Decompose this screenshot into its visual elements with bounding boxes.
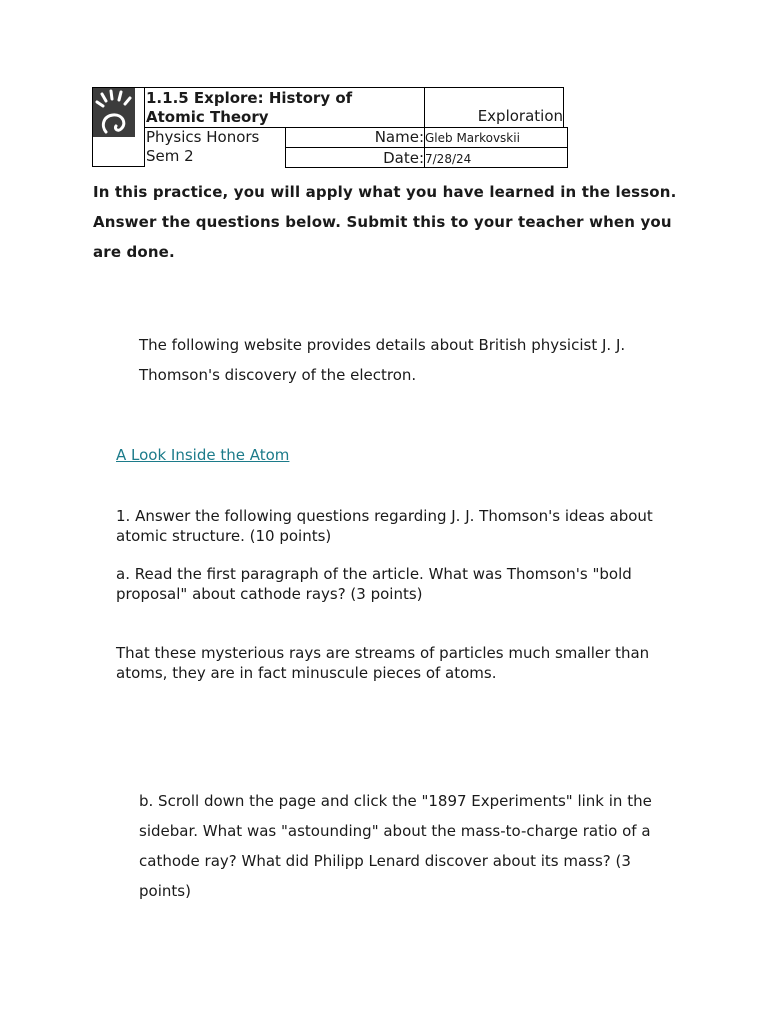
student-name: Gleb Markovskii: [425, 131, 520, 145]
activity-type: Exploration: [477, 107, 563, 125]
website-intro: The following website provides details about British physicist J. J. Thomson's discovery of the electron.: [139, 336, 626, 384]
name-label-cell: [285, 127, 425, 148]
date-label-cell: [285, 147, 425, 168]
activity-type-cell: [424, 87, 564, 128]
question-1a-answer[interactable]: That these mysterious rays are streams of particles much smaller than atoms, they are in fact minuscule pieces of atoms.: [116, 644, 650, 682]
semester: Sem 2: [146, 147, 194, 165]
name-value-cell: [424, 127, 568, 148]
name-label: Name:: [374, 128, 424, 146]
logo-cell: [92, 87, 145, 167]
document-title: 1.1.5 Explore: History of Atomic Theory: [146, 89, 353, 126]
course-info: [146, 128, 286, 166]
question-1-prompt: 1. Answer the following questions regarding J. J. Thomson's ideas about atomic structure. (10 points): [116, 507, 653, 545]
question-1b-prompt: b. Scroll down the page and click the "1897 Experiments" link in the sidebar. What was "astounding" about the mass-to-charge ratio of a cathode ray? What did Philipp Lenard discover about its mass? (3 points): [139, 792, 652, 900]
question-1a-prompt: a. Read the first paragraph of the article. What was Thomson's "bold proposal" about cathode rays? (3 points): [116, 565, 632, 603]
date-label: Date:: [383, 149, 424, 167]
document-header: [92, 87, 568, 168]
date-value: 7/28/24: [425, 152, 472, 166]
article-link[interactable]: A Look Inside the Atom: [116, 446, 290, 464]
date-value-cell: [424, 147, 568, 168]
lightbulb-logo-icon: [93, 88, 135, 137]
instructions: In this practice, you will apply what you have learned in the lesson. Answer the questions below. Submit this to your teacher when you are done.: [93, 183, 677, 261]
title-cell: [145, 87, 425, 128]
course-name: Physics Honors: [146, 128, 260, 146]
